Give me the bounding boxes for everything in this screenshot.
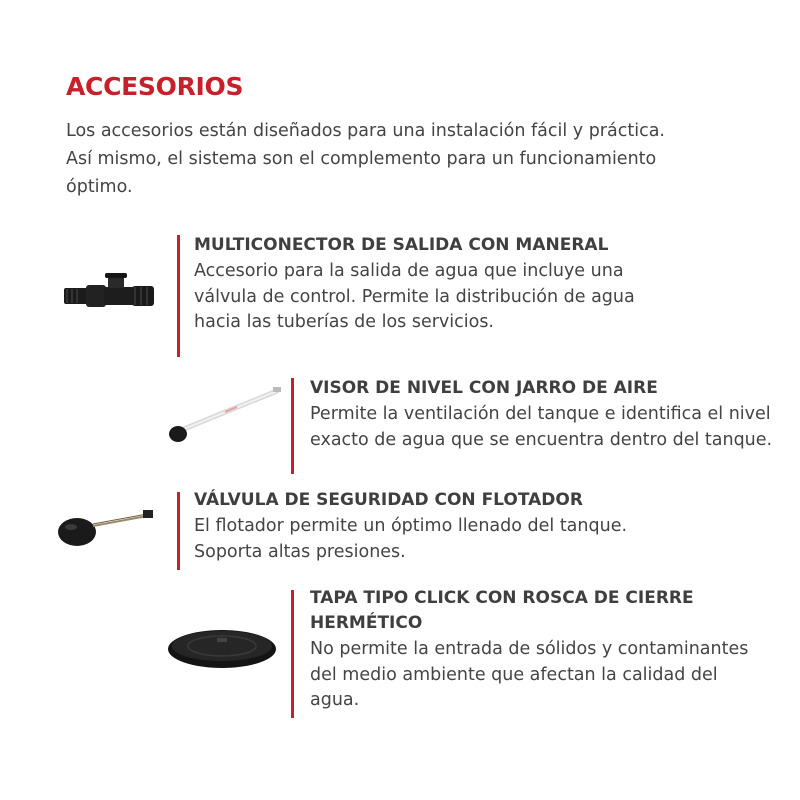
- click-lid-image: [165, 622, 280, 672]
- float-valve-image: [55, 502, 160, 552]
- level-visor-image: [165, 385, 285, 450]
- item-title: VÁLVULA DE SEGURIDAD CON FLOTADOR: [194, 490, 583, 510]
- intro-text: Los accesorios están diseñados para una instalación fácil y práctica. Así mismo, el sistema son el complemento para un funcionamiento óptimo.: [66, 121, 665, 197]
- multiconnector-image: [60, 268, 160, 318]
- page-title: ACCESORIOS: [66, 72, 244, 101]
- item-description: Accesorio para la salida de agua que incluye una válvula de control. Permite la distribución de agua hacia las tuberías de los servicios.: [194, 261, 635, 332]
- item-description: El flotador permite un óptimo llenado del tanque. Soporta altas presiones.: [194, 516, 628, 562]
- item-description: Permite la ventilación del tanque e identifica el nivel exacto de agua que se encuentra dentro del tanque.: [310, 404, 773, 450]
- item-description: No permite la entrada de sólidos y contaminantes del medio ambiente que afectan la calidad del agua.: [310, 639, 749, 710]
- item-title: MULTICONECTOR DE SALIDA CON MANERAL: [194, 235, 609, 255]
- item-title: TAPA TIPO CLICK CON ROSCA DE CIERRE HERMÉTICO: [310, 588, 694, 633]
- item-title: VISOR DE NIVEL CON JARRO DE AIRE: [310, 378, 658, 398]
